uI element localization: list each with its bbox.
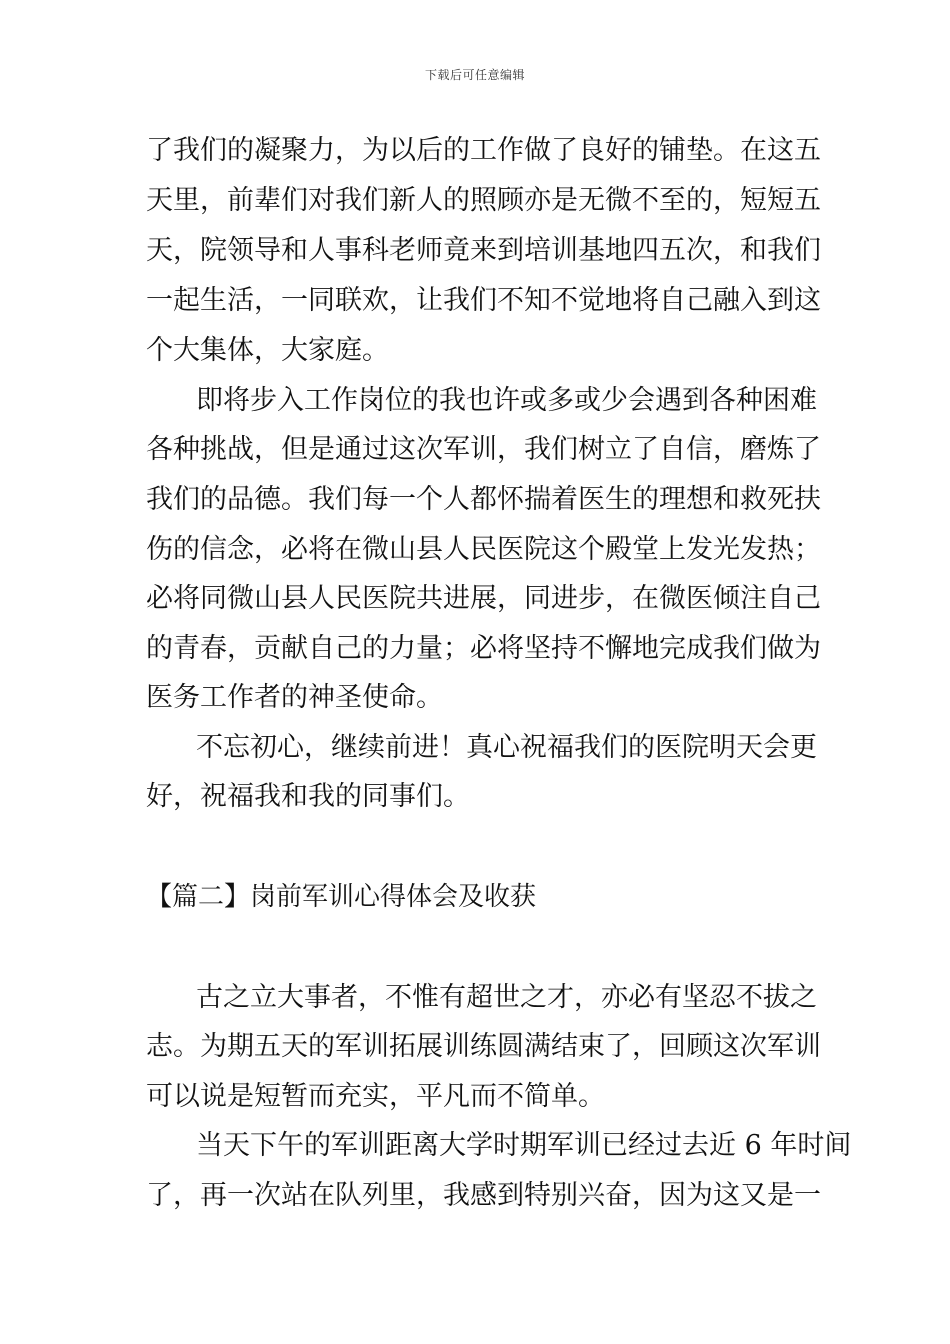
text-line: 我们的品德。我们每一个人都怀揣着医生的理想和救死扶 [146, 484, 821, 515]
page-header: 下载后可任意编辑 [424, 68, 525, 82]
text-line: 好，祝福我和我的同事们。 [146, 781, 470, 812]
text-line: 天里，前辈们对我们新人的照顾亦是无微不至的，短短五 [146, 185, 821, 216]
text-line: 各种挑战，但是通过这次军训，我们树立了自信，磨炼了 [146, 434, 821, 465]
paragraph-start: 当天下午的军训距离大学时期军训已经过去近 6 年时间 [196, 1130, 852, 1161]
text-line: 了，再一次站在队列里，我感到特别兴奋，因为这又是一 [146, 1180, 821, 1211]
text-line: 伤的信念，必将在微山县人民医院这个殿堂上发光发热； [146, 534, 821, 565]
text-line: 天，院领导和人事科老师竟来到培训基地四五次，和我们 [146, 235, 821, 266]
text-line: 医务工作者的神圣使命。 [146, 682, 443, 713]
text-line: 了我们的凝聚力，为以后的工作做了良好的铺垫。在这五 [146, 135, 821, 166]
text-line: 个大集体，大家庭。 [146, 335, 389, 366]
text-line: 的青春，贡献自己的力量；必将坚持不懈地完成我们做为 [146, 633, 821, 664]
text-line: 可以说是短暂而充实，平凡而不简单。 [146, 1081, 605, 1112]
text-line: 必将同微山县人民医院共进展，同进步，在微医倾注自己 [146, 583, 821, 614]
paragraph-start: 即将步入工作岗位的我也许或多或少会遇到各种困难 [196, 385, 817, 416]
text-line: 志。为期五天的军训拓展训练圆满结束了，回顾这次军训 [146, 1031, 821, 1062]
text-line: 一起生活，一同联欢，让我们不知不觉地将自己融入到这 [146, 285, 821, 316]
paragraph-start: 不忘初心，继续前进！真心祝福我们的医院明天会更 [196, 732, 817, 763]
paragraph-start: 古之立大事者，不惟有超世之才，亦必有坚忍不拔之 [196, 982, 817, 1013]
section-heading: 【篇二】岗前军训心得体会及收获 [146, 882, 537, 912]
